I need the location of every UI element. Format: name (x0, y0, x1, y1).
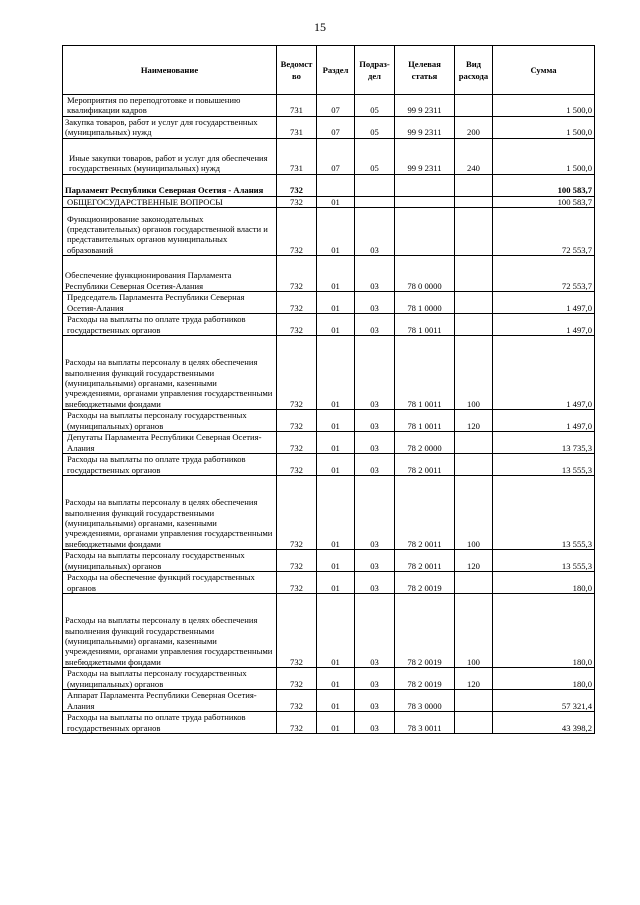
cell-ved: 731 (277, 95, 317, 117)
cell-vr: 120 (455, 410, 493, 432)
cell-podr: 05 (355, 95, 395, 117)
cell-podr: 03 (355, 668, 395, 690)
table-row (63, 196, 595, 207)
header-name: Наименование (63, 46, 277, 95)
cell-razd: 01 (317, 690, 355, 712)
cell-name: Председатель Парламента Республики Северная Осетия-Алания (63, 292, 277, 314)
cell-ved: 732 (277, 292, 317, 314)
table-row (63, 336, 595, 410)
cell-name: Аппарат Парламента Республики Северная Осетия-Алания (63, 690, 277, 712)
cell-vr: 200 (455, 116, 493, 138)
cell-cs: 78 2 0011 (395, 454, 455, 476)
table-row (63, 690, 595, 712)
cell-podr: 03 (355, 336, 395, 410)
cell-podr: 03 (355, 314, 395, 336)
cell-name: Иные закупки товаров, работ и услуг для обеспечения государственных (муниципальных) нужд (63, 138, 277, 174)
cell-razd: 01 (317, 572, 355, 594)
cell-podr: 03 (355, 256, 395, 292)
cell-ved: 732 (277, 594, 317, 668)
cell-vr (455, 712, 493, 734)
cell-razd: 01 (317, 454, 355, 476)
cell-ved: 732 (277, 454, 317, 476)
cell-razd: 01 (317, 594, 355, 668)
cell-vr: 100 (455, 336, 493, 410)
cell-vr (455, 95, 493, 117)
header-vedomstvo: Ведомст во (277, 46, 317, 95)
cell-vr: 100 (455, 476, 493, 550)
table-row (63, 572, 595, 594)
cell-cs (395, 174, 455, 196)
cell-sum: 1 497,0 (493, 410, 595, 432)
table-row (63, 594, 595, 668)
cell-razd: 07 (317, 138, 355, 174)
cell-name: Расходы на выплаты персоналу в целях обеспечения выполнения функций государственными (муниципальными) органами, казенными учреждениями, органами управления государственными внебюджетными фондами (63, 336, 277, 410)
cell-name: Расходы на выплаты персоналу государственных (муниципальных) органов (63, 668, 277, 690)
table-row (63, 476, 595, 550)
table-row (63, 138, 595, 174)
cell-podr: 03 (355, 572, 395, 594)
cell-vr (455, 208, 493, 256)
table-row (63, 95, 595, 117)
cell-name: Расходы на выплаты по оплате труда работников государственных органов (63, 454, 277, 476)
cell-sum: 13 735,3 (493, 432, 595, 454)
cell-sum: 1 497,0 (493, 336, 595, 410)
cell-cs: 78 3 0011 (395, 712, 455, 734)
cell-podr: 03 (355, 550, 395, 572)
table-row (63, 454, 595, 476)
cell-razd: 01 (317, 292, 355, 314)
cell-cs (395, 208, 455, 256)
cell-cs: 78 1 0000 (395, 292, 455, 314)
cell-podr: 05 (355, 138, 395, 174)
cell-razd: 01 (317, 476, 355, 550)
cell-sum: 57 321,4 (493, 690, 595, 712)
cell-cs: 78 1 0011 (395, 336, 455, 410)
cell-cs: 78 2 0019 (395, 668, 455, 690)
cell-ved: 732 (277, 712, 317, 734)
cell-cs: 99 9 2311 (395, 116, 455, 138)
cell-ved: 732 (277, 476, 317, 550)
cell-name: Мероприятия по переподготовке и повышению квалификации кадров (63, 95, 277, 117)
cell-sum: 72 553,7 (493, 208, 595, 256)
cell-sum: 100 583,7 (493, 196, 595, 207)
cell-sum: 100 583,7 (493, 174, 595, 196)
cell-name: Расходы на выплаты персоналу государственных (муниципальных) органов (63, 550, 277, 572)
cell-cs: 78 2 0011 (395, 476, 455, 550)
cell-vr (455, 432, 493, 454)
cell-cs: 78 3 0000 (395, 690, 455, 712)
cell-vr: 120 (455, 668, 493, 690)
cell-sum: 1 497,0 (493, 314, 595, 336)
cell-name: Обеспечение функционирования Парламента Республики Северная Осетия-Алания (63, 256, 277, 292)
cell-ved: 732 (277, 196, 317, 207)
cell-podr: 03 (355, 432, 395, 454)
cell-sum: 72 553,7 (493, 256, 595, 292)
table-row (63, 550, 595, 572)
cell-vr (455, 174, 493, 196)
header-target: Целевая статья (395, 46, 455, 95)
cell-ved: 732 (277, 668, 317, 690)
cell-vr: 120 (455, 550, 493, 572)
cell-razd: 01 (317, 432, 355, 454)
cell-sum: 180,0 (493, 572, 595, 594)
cell-cs: 78 2 0019 (395, 594, 455, 668)
cell-sum: 1 500,0 (493, 116, 595, 138)
cell-vr (455, 256, 493, 292)
cell-name: Расходы на выплаты по оплате труда работников государственных органов (63, 712, 277, 734)
cell-podr (355, 174, 395, 196)
cell-vr (455, 292, 493, 314)
cell-ved: 732 (277, 208, 317, 256)
cell-vr (455, 572, 493, 594)
cell-cs: 99 9 2311 (395, 138, 455, 174)
cell-sum: 43 398,2 (493, 712, 595, 734)
cell-razd: 01 (317, 336, 355, 410)
cell-name: Функционирование законодательных (представительных) органов государственной власти и представительных органов муниципальных образований (63, 208, 277, 256)
cell-ved: 731 (277, 138, 317, 174)
cell-razd: 01 (317, 196, 355, 207)
cell-podr: 03 (355, 292, 395, 314)
table-row (63, 256, 595, 292)
cell-podr: 03 (355, 410, 395, 432)
cell-cs: 78 1 0011 (395, 410, 455, 432)
cell-razd (317, 174, 355, 196)
header-podrazdel: Подраз- дел (355, 46, 395, 95)
page-number: 15 (314, 20, 326, 34)
cell-name: Расходы на выплаты персоналу государственных (муниципальных) органов (63, 410, 277, 432)
cell-razd: 01 (317, 314, 355, 336)
cell-podr: 03 (355, 476, 395, 550)
cell-razd: 01 (317, 550, 355, 572)
cell-razd: 07 (317, 116, 355, 138)
cell-name: Парламент Республики Северная Осетия - Алания (63, 174, 277, 196)
cell-sum: 13 555,3 (493, 454, 595, 476)
cell-razd: 01 (317, 668, 355, 690)
cell-ved: 732 (277, 410, 317, 432)
cell-cs: 78 2 0019 (395, 572, 455, 594)
cell-sum: 180,0 (493, 668, 595, 690)
cell-sum: 13 555,3 (493, 550, 595, 572)
table-row (63, 668, 595, 690)
table-row (63, 292, 595, 314)
cell-podr: 03 (355, 454, 395, 476)
cell-ved: 732 (277, 256, 317, 292)
table-row (63, 432, 595, 454)
header-vid: Вид расхода (455, 46, 493, 95)
cell-name: Закупка товаров, работ и услуг для государственных (муниципальных) нужд (63, 116, 277, 138)
cell-name: Расходы на обеспечение функций государственных органов (63, 572, 277, 594)
cell-sum: 1 497,0 (493, 292, 595, 314)
cell-ved: 732 (277, 336, 317, 410)
cell-podr: 03 (355, 690, 395, 712)
cell-name: ОБЩЕГОСУДАРСТВЕННЫЕ ВОПРОСЫ (63, 196, 277, 207)
cell-sum: 13 555,3 (493, 476, 595, 550)
cell-ved: 732 (277, 314, 317, 336)
table-row (63, 314, 595, 336)
cell-razd: 01 (317, 256, 355, 292)
header-row (63, 46, 595, 95)
header-razdel: Раздел (317, 46, 355, 95)
table-row (63, 174, 595, 196)
cell-sum: 180,0 (493, 594, 595, 668)
cell-name: Расходы на выплаты по оплате труда работников государственных органов (63, 314, 277, 336)
cell-razd: 07 (317, 95, 355, 117)
header-sum: Сумма (493, 46, 595, 95)
table-row (63, 208, 595, 256)
cell-sum: 1 500,0 (493, 138, 595, 174)
cell-razd: 01 (317, 208, 355, 256)
cell-name: Депутаты Парламента Республики Северная Осетия-Алания (63, 432, 277, 454)
cell-ved: 731 (277, 116, 317, 138)
cell-cs: 78 2 0011 (395, 550, 455, 572)
cell-vr (455, 196, 493, 207)
cell-cs: 78 1 0011 (395, 314, 455, 336)
cell-cs: 78 0 0000 (395, 256, 455, 292)
budget-table (62, 45, 595, 734)
cell-cs (395, 196, 455, 207)
cell-cs: 78 2 0000 (395, 432, 455, 454)
cell-vr (455, 454, 493, 476)
cell-ved: 732 (277, 572, 317, 594)
cell-name: Расходы на выплаты персоналу в целях обеспечения выполнения функций государственными (муниципальными) органами, казенными учреждениями, органами управления государственными внебюджетными фондами (63, 476, 277, 550)
cell-vr (455, 314, 493, 336)
cell-cs: 99 9 2311 (395, 95, 455, 117)
cell-ved: 732 (277, 690, 317, 712)
cell-vr: 240 (455, 138, 493, 174)
cell-podr: 03 (355, 208, 395, 256)
cell-vr (455, 690, 493, 712)
cell-ved: 732 (277, 174, 317, 196)
cell-podr: 05 (355, 116, 395, 138)
cell-sum: 1 500,0 (493, 95, 595, 117)
cell-podr: 03 (355, 712, 395, 734)
table-row (63, 712, 595, 734)
cell-vr: 100 (455, 594, 493, 668)
cell-podr: 03 (355, 594, 395, 668)
cell-podr (355, 196, 395, 207)
cell-ved: 732 (277, 432, 317, 454)
cell-name: Расходы на выплаты персоналу в целях обеспечения выполнения функций государственными (муниципальными) органами, казенными учреждениями, органами управления государственными внебюджетными фондами (63, 594, 277, 668)
cell-razd: 01 (317, 410, 355, 432)
cell-ved: 732 (277, 550, 317, 572)
table-row (63, 410, 595, 432)
cell-razd: 01 (317, 712, 355, 734)
table-row (63, 116, 595, 138)
